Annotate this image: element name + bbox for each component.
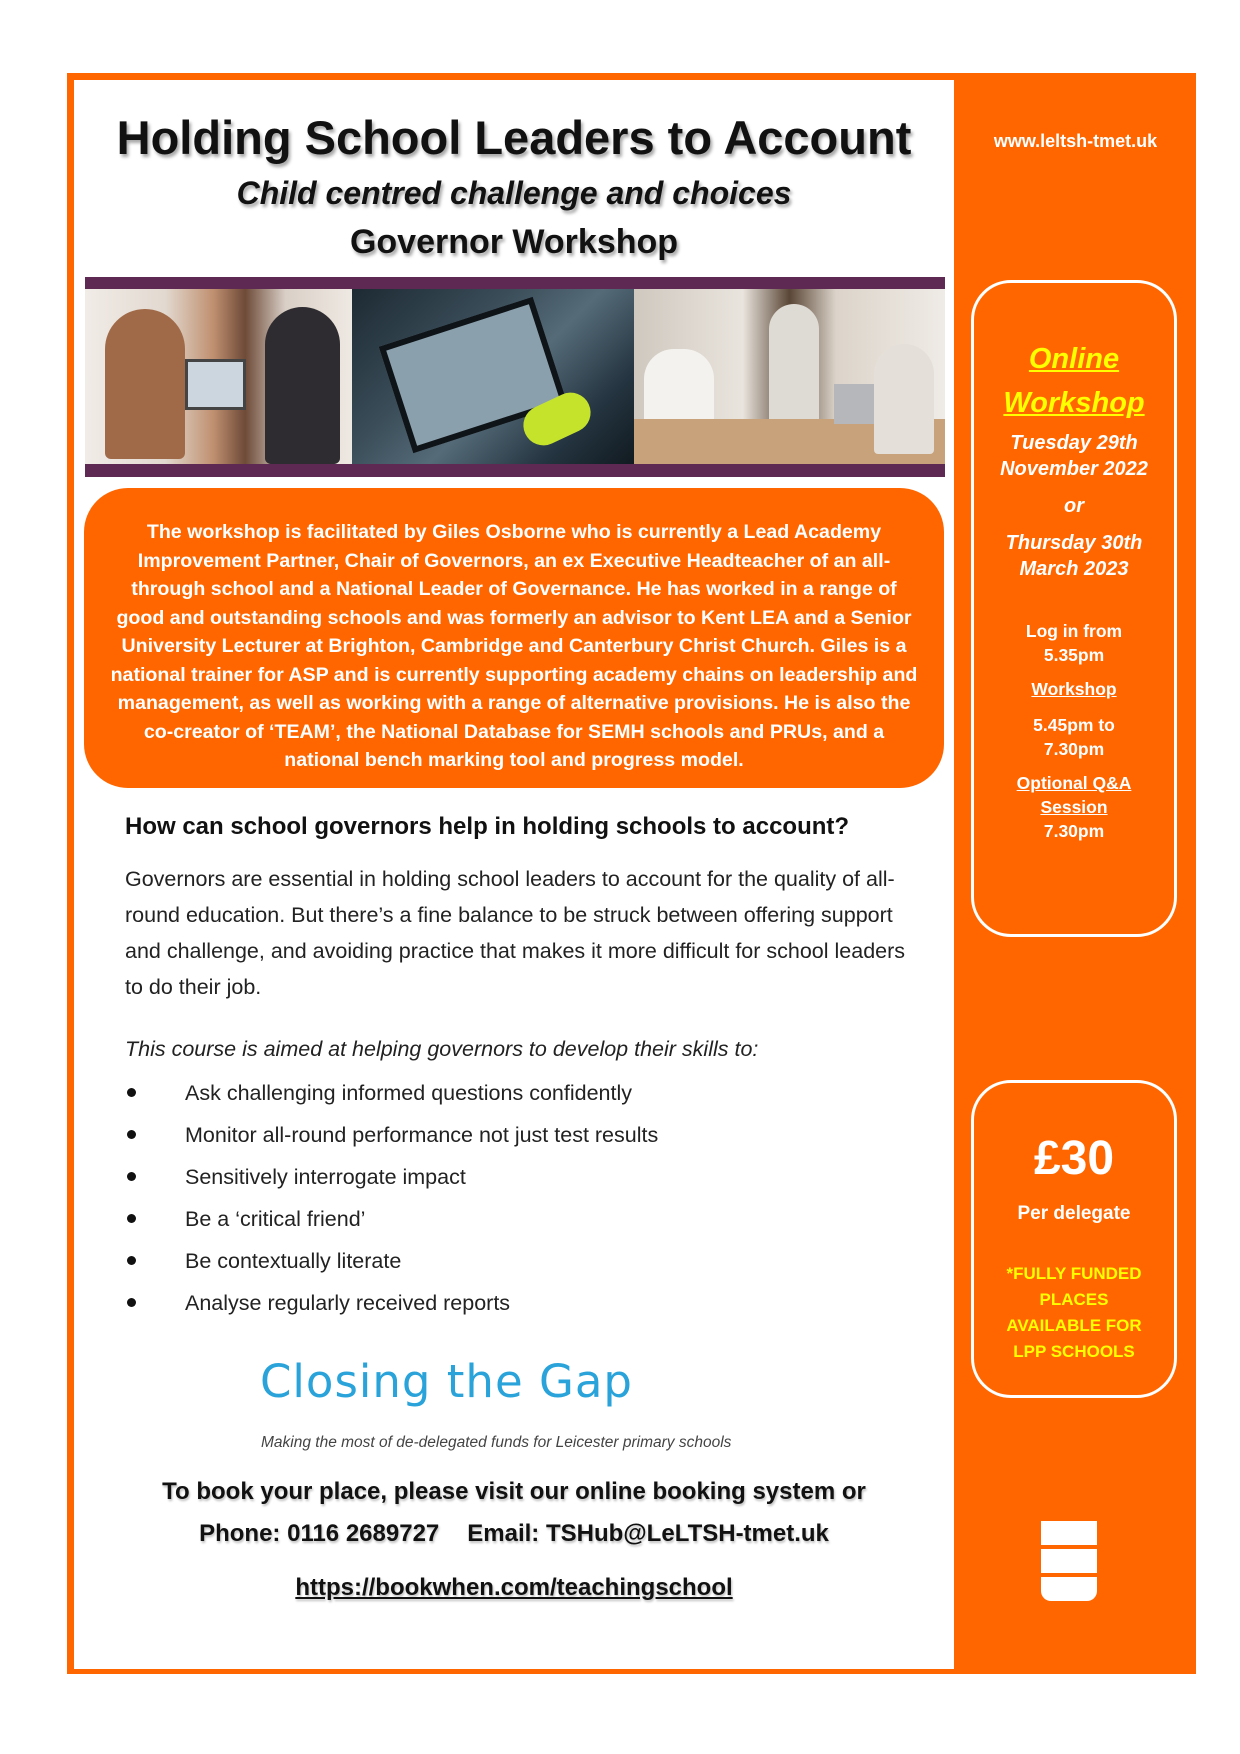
photo-office-meeting xyxy=(634,289,945,464)
list-item xyxy=(125,1282,658,1324)
list-item xyxy=(125,1114,658,1156)
price-box xyxy=(971,1080,1177,1398)
skill-text: Ask challenging informed questions confidently xyxy=(185,1081,632,1105)
page-title: Holding School Leaders to Account xyxy=(116,111,912,164)
or-text: or xyxy=(1064,495,1084,517)
list-item xyxy=(125,1240,658,1282)
bullet-icon xyxy=(127,1298,136,1307)
skill-text: Analyse regularly received reports xyxy=(185,1291,511,1315)
photo-strip xyxy=(85,277,945,477)
list-item xyxy=(125,1198,658,1240)
photo-women-laptop xyxy=(85,289,352,464)
qa-session: Session xyxy=(1040,797,1108,817)
schedule-box xyxy=(971,280,1177,937)
phone-number: Phone: 0116 2689727 xyxy=(199,1520,440,1547)
qa-time: 7.30pm xyxy=(1043,821,1105,841)
facilitator-bio: The workshop is facilitated by Giles Osborne who is currently a Lead Academy Improvement Partner, Chair of Governors, an ex Executive Headteacher of an all-through school and a National Leader of Governance. He has worked in a range of good and outstanding schools and was formerly an advisor to Kent LEA and a Senior University Lecturer at Brighton, Cambridge and Canterbury Christ Church. Giles is a national trainer for ASP and is currently supporting academy chains on leadership and management, as well as working with a range of alternative provisions. He is also the co-creator of ‘TEAM’, the National Database for SEMH schools and PRUs, and a national bench marking tool and progress model. xyxy=(84,488,944,788)
sidebar xyxy=(955,73,1196,1674)
email-address[interactable]: Email: TSHub@LeLTSH-tmet.uk xyxy=(467,1520,829,1547)
event-type: Governor Workshop xyxy=(349,223,679,261)
login-time: 5.35pm xyxy=(1043,645,1105,665)
workshop-heading: Workshop xyxy=(1003,387,1145,419)
bullet-icon xyxy=(127,1088,136,1097)
funding-line: PLACES xyxy=(1039,1290,1109,1309)
section-question: How can school governors help in holding schools to account? xyxy=(125,813,850,840)
photo-tablet-hands xyxy=(352,289,634,464)
closing-the-gap-tagline: Making the most of de-delegated funds for Leicester primary schools xyxy=(261,1434,732,1451)
skill-text: Be contextually literate xyxy=(185,1249,402,1273)
skills-list xyxy=(125,1072,658,1324)
booking-instructions: To book your place, please visit our online booking system or xyxy=(162,1478,866,1505)
bullet-icon xyxy=(127,1214,136,1223)
workshop-end: 7.30pm xyxy=(1043,739,1105,759)
price-amount: £30 xyxy=(1033,1132,1115,1185)
main-panel xyxy=(74,80,954,1669)
date2-day: Thursday 30th xyxy=(1005,532,1143,554)
workshop-label: Workshop xyxy=(1031,679,1117,699)
price-unit: Per delegate xyxy=(1017,1203,1131,1224)
intro-paragraph: Governors are essential in holding school leaders to account for the quality of all-round education. But there’s a fine balance to be struck between offering support and challenge, and avoiding practice that makes it more difficult for school leaders to do their job. xyxy=(125,867,906,999)
funding-line: *FULLY FUNDED xyxy=(1006,1264,1142,1283)
bullet-icon xyxy=(127,1256,136,1265)
stacked-bars-logo-icon xyxy=(1041,1521,1097,1605)
page-subtitle: Child centred challenge and choices xyxy=(236,175,792,211)
date2-month: March 2023 xyxy=(1019,558,1129,580)
funding-line: AVAILABLE FOR xyxy=(1006,1316,1142,1335)
closing-the-gap-logo: Closing the Gap xyxy=(260,1355,633,1408)
login-label: Log in from xyxy=(1025,621,1123,641)
skill-text: Sensitively interrogate impact xyxy=(185,1165,466,1189)
list-item xyxy=(125,1156,658,1198)
funding-note xyxy=(974,1261,1174,1365)
booking-link[interactable]: https://bookwhen.com/teachingschool xyxy=(295,1574,733,1601)
workshop-start: 5.45pm to xyxy=(1033,715,1115,735)
qa-label: Optional Q&A xyxy=(1016,773,1132,793)
funding-line: LPP SCHOOLS xyxy=(1013,1342,1135,1361)
date1-month: November 2022 xyxy=(1000,458,1148,480)
list-item xyxy=(125,1072,658,1114)
online-label: Online xyxy=(1028,343,1120,375)
skill-text: Be a ‘critical friend’ xyxy=(185,1207,366,1231)
date1-day: Tuesday 29th xyxy=(1010,432,1138,454)
bullet-icon xyxy=(127,1172,136,1181)
website-link[interactable]: www.leltsh-tmet.uk xyxy=(993,131,1158,151)
course-aim: This course is aimed at helping governors to develop their skills to: xyxy=(125,1037,759,1061)
bullet-icon xyxy=(127,1130,136,1139)
skill-text: Monitor all-round performance not just test results xyxy=(185,1123,659,1147)
contact-line xyxy=(74,1520,954,1548)
